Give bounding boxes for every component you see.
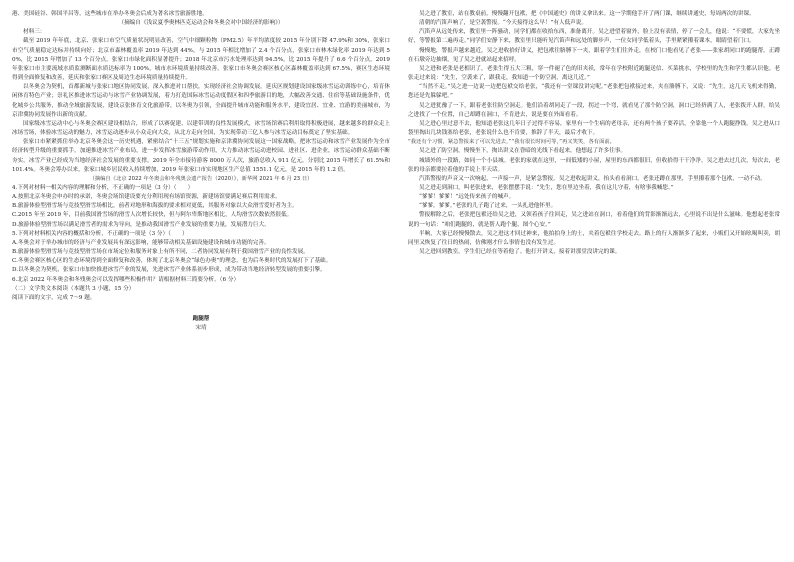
left-paragraph: 6.北京 2022 年冬奥会和冬残奥会可以发挥哪些积极作用？请根据材料三简要分析。（6 分） [12,276,240,283]
left-paragraph: 5.下列对材料相关内容的概括和分析，不正确的一项是（3 分）（ ） [12,230,188,237]
right-paragraph: 半晌，大家已经慢慢散去，吴之进这才回过神来，他拍拍身上的土，夹着包袱往学校走去。路上的行人渐渐多了起来，小贩们又开始吆喝叫卖，胡同里又恢复了往日的热闹，仿佛刚才什么事情也没有发生过。 [408,230,780,246]
right-paragraph: 吴之进和老张是老相识了，老张生得五大三粗，穿一件褪了色的旧夹袄，常年在学校附近跑腿送信、买菜挑水，学校里的先生和学生都认识他。老张走过来说：“先生，空袭来了，跟我走，我知道一个防空洞，离这儿近。” [408,65,780,82]
left-paragraph: 4.下列对材料一相关内容的理解和分析，不正确的一项是（3 分）（ ） [12,184,194,191]
right-paragraph: 清朝的汽笛声响了，是空袭警报。“今天接得这么早！”有人低声说。 [419,20,587,27]
left-paragraph: C.2015 年至 2019 年，目前我国滑雪场的滑雪人次增长较快，但与阿尔卑斯地区相比，人均滑雪次数依然很低。 [12,212,293,219]
left-paragraph: A.按照北京冬奥会申办时的承诺，冬奥会场馆建设要充分利用现有场馆资源，新建场馆要满足赛后利用需求。 [12,194,281,201]
left-paragraph: A.冬奥会对于举办城市的经济与产业发展具有深远影响，能够带动相关基础设施建设和城市功能的完善。 [12,239,270,246]
left-paragraph: （摘编自《浅议夏季奥林匹克运动会和冬奥会对中国经济的影响》） [118,20,284,27]
right-column [408,10,780,257]
right-paragraph: “爹爹！爹爹！”远处传来孩子的喊声。 [419,194,515,201]
left-paragraph [12,303,390,315]
left-paragraph: 材料三： [23,29,46,36]
right-paragraph: “爹爹，爹爹。”老张的儿子跑了过来，一头扎进他怀里。 [419,203,557,210]
right-paragraph: 汽笛警报的声音又一次响起，一声接一声，是紧急警报。吴之进收起讲义，抬头看看洞口，老张还蹲在那里，手里攥着那个包袱，一动不动。 [419,175,766,182]
right-paragraph: 警报解除之后，老张把包袱还给吴之进，又领着孩子往回走，吴之进站在洞口，看着他们的背影渐渐远去，心里说不出是什么滋味。他想起老张常说的一句话：“咱们跑腿的，就是帮人跑个腿，图个心安。” [408,212,780,228]
left-paragraph: 以冬奥会为契机，首都新城与张家口地区协同发展，深入推进对口帮扶，实现经济社会协调发展，延庆区规划建设国家级冰雪运动训练中心，培育休闲体育特色产业；崇礼区推进冰雪运动与冰雪产业协调发展，着力打造国际冰雪运动度假区和四季旅游目的地，大幅改善交通、住宿等基础设施条件，优化城乡公共服务，推动全域旅游发展，建设京张体育文化旅游带，以冬奥为引领，全面提升城市功能和服务水平，建设宜居、宜业、宜游的美丽城市，为京津冀协同发展作出新的贡献。 [12,84,390,118]
left-column [12,10,390,333]
right-paragraph: 吴之进回到教室，学生们已经在等着他了。他打开讲义，接着讲那堂没讲完的课。 [419,249,621,256]
left-paragraph: D.以冬奥会为契机，张家口市加快推进冰雪产业的发展，先进冰雪产业体系初步形成，成为带动当地经济转型发展的重要引擎。 [12,267,326,274]
left-paragraph: （摘编自《北京 2022 年冬奥会和冬残奥会遗产报告（2020）》，新华网 2021 年 6 月 23 日） [89,175,313,182]
left-paragraph: B.旅游体验型滑雪场与竞技型滑雪场相比，前者对地形和海拔的要求相对更低，其服务对象以大众滑雪爱好者为主。 [12,203,298,210]
left-paragraph: 张家口市紧紧抓住举办北京冬奥会这一历史机遇，紧密结合“十三五”规划实施和京津冀协同发展这一国家战略，把冰雪运动和冰雪产业发展作为全市经济转型升级的重要抓手，加速推进冰雪产业布局，进一步发挥冰雪旅游带动作用，大力推动冰雪运动进校园、进社区、进企业，冰雪运动群众基础不断夯实。冰雪产业已经成为当地经济社会发展的重要支撑。2019 年全市接待游客 8000 万人次，旅游总收入 911 亿元，分别比 2015 年增长了 61.5%和 101.4%。冬奥会筹办以来，张家口城乡居民收入持续增加，2019 年张家口市实现地区生产总值 1551.1 亿元，是 2015 年的 1.2 倍。 [12,139,390,173]
left-paragraph: 截至 2019 年年底，北京、张家口市空气质量状况明显改善，空气中细颗粒物（PM2.5）年平均浓度较 2015 年分别下降 47.9%和 30%，张家口市空气质量稳定达标并持续向好；北京市森林覆盖率 2019 年达到 44%，与 2015 年相比增加了 2.4 个百分点，张家口市林木绿化率 2019 年达到 50%，比 2015 年增加了 13 个百分点，张家口市绿化面积显著提升；2018 年北京市污水处理率达到 94.5%，比 2015 年提升了 6.6 个百分点，2019 年张家口市主要流域水质监测断面水质达标率为 100%，城市水环境质量持续改善，张家口市冬奥会赛区核心区森林覆盖率达到 67.5%，赛区生态环境得到全面修复和改善，延庆和张家口赛区及周边生态环境质量持续提升。 [12,38,390,82]
right-paragraph: 吴之进了教室，站在教桌前，慢慢翻开包袱，把《中国通史》的讲义拿出来。这一学期他手开了两门课，继续讲通史，每周两次的讲课。 [419,11,755,17]
right-paragraph: 慢慢地，警报声越来越近，吴之进收拾好讲义，把包袱往胳膊下一夹，跟着学生们往外走，在校门口他看见了老张——张家胡同口的跑腿帮，正蹲在石墩旁边抽烟，见了吴之进就站起来招呼。 [408,47,780,63]
right-paragraph: 吴之进了防空洞，慢慢坐下，掏出讲义在昏暗的光线下看起来，他想起了许多往事。 [419,148,626,155]
right-paragraph: 汽笛声从远处传来，教室里一阵骚动，同学们都在收拾东西，准备离开。吴之进望着窗外，脸上没有表情，停了一会儿，他说：“不要慌，大家先坐好，等警报第二遍再走。”同学们安静下来，教室里只能听见汽笛声和远处的脚步声，一位女同学低着头，手里紧紧攥着课本，眼睛望着门口。 [408,29,780,45]
right-paragraph: “我还有个习惯，紧急警报来了可以先进去，”“我有很长时间可等，”再又笑笑，各有面前。 [408,139,615,146]
right-paragraph: 城墙外的一段路，如同一个小县城。老张的家就在这里，一间低矮的小屋，屋里的东西都很旧，但收拾得干干净净。吴之进去过几次，每次去，老张的母亲都要拉着他的手说上半天话。 [408,157,780,173]
left-paragraph: 跑腿帮 [192,316,210,322]
left-paragraph: B.旅游体验型滑雪场与竞技型滑雪场在市场定位和服务对象上有所不同，二者协同发展有利于我国滑雪产业的良性发展。 [12,249,309,256]
right-paragraph: 吴之进走到洞口，叫老张进来，老张摆摆手说：“先生，您在里边坐着，我在这儿守着，有啥事我喊您。” [419,184,674,191]
right-paragraph: 吴之进犹豫了一下，跟着老张往防空洞走。他们沿着胡同走了一段，拐过一个弯，就看见了那个防空洞，洞口已经挤满了人，老张拨开人群，给吴之进找了一个位置，自己却蹲在洞口，不肯进去，说是要在外面看着。 [408,102,780,118]
left-paragraph: 港、美国硅谷、韩国平昌等，这些城市在举办冬奥会后成为著名冰雪旅游胜地。 [12,11,208,17]
left-paragraph: 阅读下面的文字，完成 7～9 题。 [12,294,96,301]
left-paragraph: 宋靖 [195,325,207,332]
right-paragraph: “当然不走。”吴之进一边说一边把包袱交给老张，“我还有一堂课没讲完呢。”老张把包袱接过来，夹在胳膊下，又说：“先生，这几天飞机来得勤，您还是先躲躲吧。” [408,84,780,100]
left-paragraph: C.冬奥会赛区核心区的生态环境得到全面修复和改善，体现了北京冬奥会“绿色办奥”的理念，也为后冬奥时代的发展打下了基础。 [12,258,332,265]
left-paragraph: （二）文学类文本阅读（本题共 3 小题，15 分） [12,285,135,292]
right-paragraph: 吴之进心里过意不去，他知道老张这几年日子过得不容易，家里有一个生病的老母亲，还有两个孩子要养活，全靠他一个人跑腿挣钱。吴之进从口袋里掏出几块钱塞给老张，老张说什么也不肯要，推辞了半天，最后才收下。 [408,120,780,137]
left-paragraph: 国家级冰雪运动中心与冬奥会赛区建设相结合，形成了以赛促建、以建带训的良性发展模式，冰雪场馆赛后利用取得积极进展，越来越多的群众走上冰场雪场，体验冰雪运动的魅力，冰雪运动逐步从小众走向大众，从北方走向全国，为实现带动三亿人参与冰雪运动目标奠定了坚实基础。 [12,120,390,137]
left-paragraph: D.旅游体验型滑雪场以满足滑雪者的需求为导向，是推动我国滑雪产业发展的重要力量，发展潜力巨大。 [12,221,270,228]
